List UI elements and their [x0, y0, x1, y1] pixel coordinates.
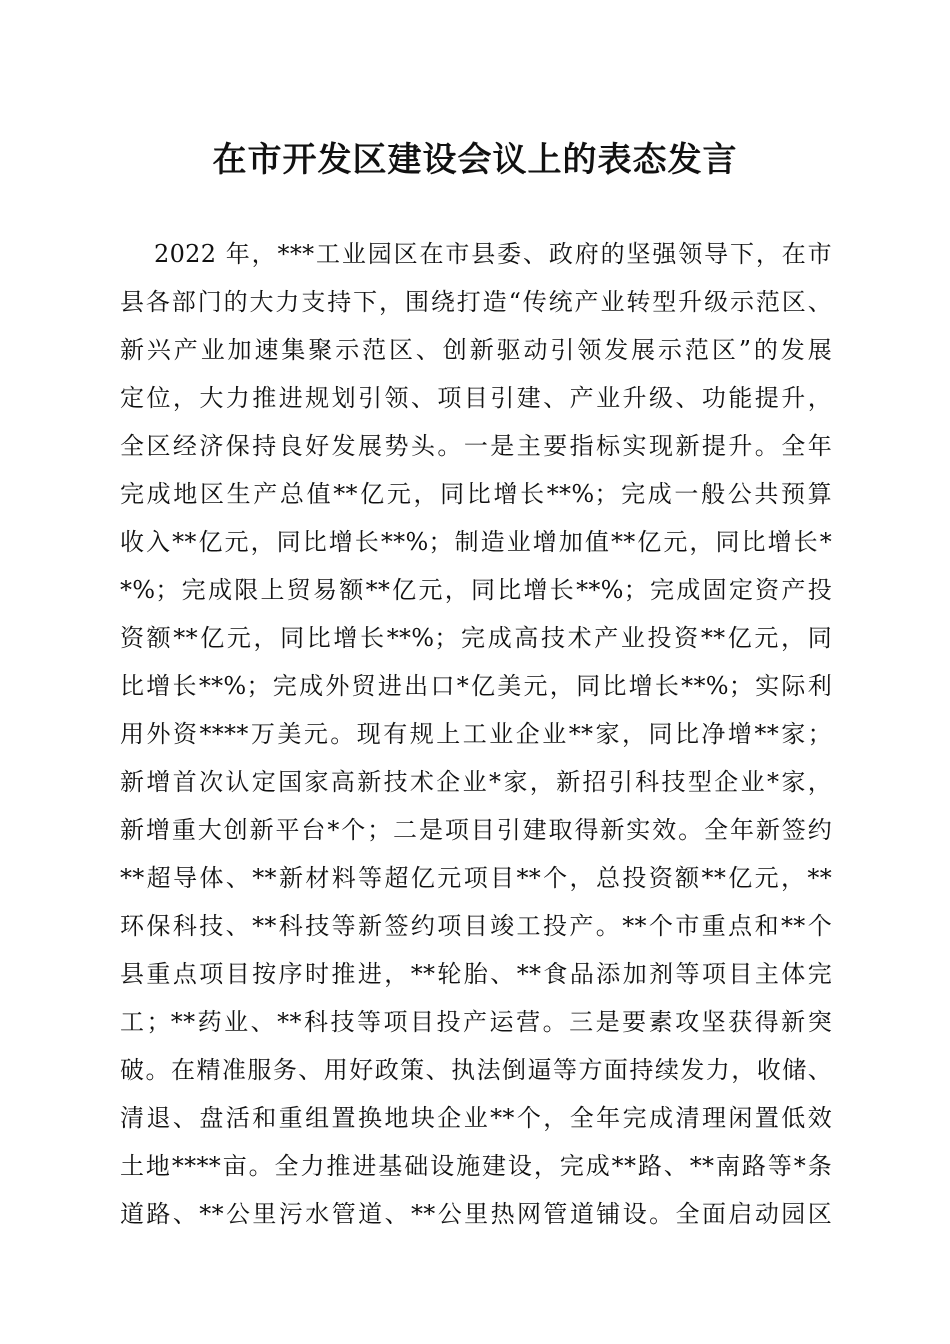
body-line: 定位，大力推进规划引领、项目引建、产业升级、功能提升， [120, 384, 832, 412]
body-line: 土地****亩。全力推进基础设施建设，完成**路、**南路等*条 [120, 1152, 832, 1180]
body-line: 新增重大创新平台*个；二是项目引建取得新实效。全年新签约 [120, 816, 832, 844]
body-line: 比增长**%；完成外贸进出口*亿美元，同比增长**%；实际利 [120, 672, 832, 700]
body-line: 县各部门的大力支持下，围绕打造“传统产业转型升级示范区、 [120, 288, 832, 316]
body-line: 县重点项目按序时推进，**轮胎、**食品添加剂等项目主体完 [120, 960, 832, 988]
body-line: 新兴产业加速集聚示范区、创新驱动引领发展示范区”的发展 [120, 336, 832, 364]
body-line: 环保科技、**科技等新签约项目竣工投产。**个市重点和**个 [120, 912, 832, 940]
body-line: 全区经济保持良好发展势头。一是主要指标实现新提升。全年 [120, 432, 832, 460]
document-body [120, 230, 832, 1238]
body-line: 资额**亿元，同比增长**%；完成高技术产业投资**亿元，同 [120, 624, 832, 652]
body-line: 用外资****万美元。现有规上工业企业**家，同比净增**家； [120, 720, 832, 748]
document-title: 在市开发区建设会议上的表态发言 [212, 140, 738, 180]
body-line: 工；**药业、**科技等项目投产运营。三是要素攻坚获得新突 [120, 1008, 832, 1036]
body-line: **超导体、**新材料等超亿元项目**个，总投资额**亿元，** [120, 864, 832, 892]
body-line: 破。在精准服务、用好政策、执法倒逼等方面持续发力，收储、 [120, 1056, 832, 1084]
body-line: 道路、**公里污水管道、**公里热网管道铺设。全面启动园区 [120, 1200, 832, 1228]
body-line: 2022 年，***工业园区在市县委、政府的坚强领导下，在市 [154, 240, 832, 268]
body-line: *%；完成限上贸易额**亿元，同比增长**%；完成固定资产投 [120, 576, 832, 604]
body-line: 新增首次认定国家高新技术企业*家，新招引科技型企业*家， [120, 768, 832, 796]
body-line: 完成地区生产总值**亿元，同比增长**%；完成一般公共预算 [120, 480, 832, 508]
body-line: 清退、盘活和重组置换地块企业**个，全年完成清理闲置低效 [120, 1104, 832, 1132]
body-line: 收入**亿元，同比增长**%；制造业增加值**亿元，同比增长* [120, 528, 832, 556]
